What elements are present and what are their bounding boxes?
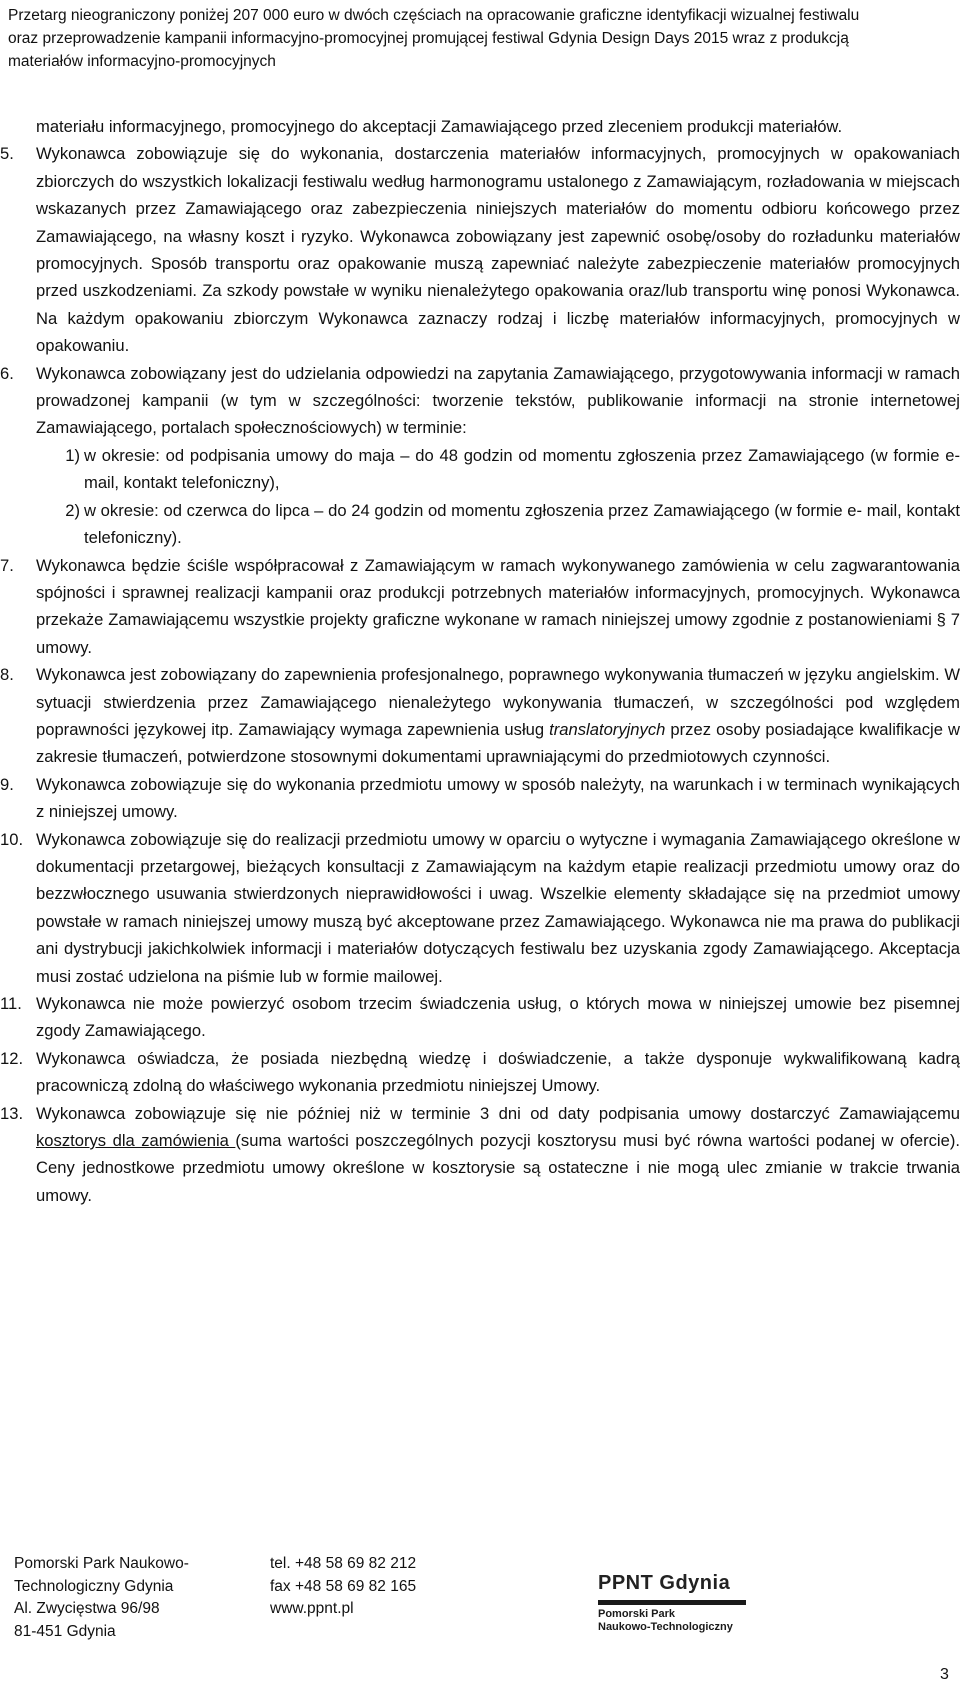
header-line: oraz przeprowadzenie kampanii informacyjno-promocyjnej promującej festiwal Gdynia Design Days 2015 wraz z produkcją — [8, 30, 849, 47]
footer-contact — [270, 1553, 490, 1621]
phone-line: tel. +48 58 69 82 212 — [270, 1555, 417, 1572]
address-line: Al. Zwycięstwa 96/98 — [14, 1600, 160, 1617]
item-number: 12. — [0, 1048, 24, 1068]
sub-item-2 — [36, 497, 960, 552]
item-number: 13. — [0, 1103, 24, 1123]
list-item-6 — [0, 360, 960, 442]
header-line: materiałów informacyjno-promocyjnych — [8, 53, 276, 70]
list-item-9 — [0, 771, 960, 826]
address-line: 81-451 Gdynia — [14, 1622, 116, 1640]
item-text-italic: translatoryjnych — [549, 719, 666, 739]
item-text: Wykonawca zobowiązany jest do udzielania odpowiedzi na zapytania Zamawiającego, przygotowywania informacji w ramach prowadzonej kampanii (w tym w szczególności: tworzenie tekstów, publikowanie informacji na stronie internetowej Zamawiającego, portalach społecznościowych) w terminie: — [36, 363, 960, 438]
item-text: Wykonawca zobowiązuje się do realizacji przedmiotu umowy w oparciu o wytyczne i wymagania Zamawiającego określone w dokumentacji przetargowej, bieżących konsultacji z Zamawiającym na każdym etapie realizacji przedmiotu umowy oraz do bezzwłocznego usuwania stwierdzonych nieprawidłowości i uwag. Wszelkie elementy składające się na przedmiot umowy powstałe w ramach niniejszej umowy muszą być akceptowane przez Zamawiającego. Wykonawca nie ma prawa do publikacji ani dystrybucji jakichkolwiek informacji i materiałów dotyczących festiwalu bez uzyskania zgody Zamawiającego. Akceptacja musi zostać udzielona na piśmie lub w formie mailowej. — [36, 829, 960, 986]
item-number: 7. — [0, 555, 14, 575]
logo-subtitle — [598, 1608, 733, 1634]
item-text-after: (suma wartości poszczególnych pozycji kosztorysu musi być równa wartości podanej w ofercie). Ceny jednostkowe przedmiotu umowy określone w kosztorysie są ostateczne i nie mogą ulec zmianie w trakcie trwania umowy. — [36, 1131, 960, 1205]
list-item-7 — [0, 552, 960, 662]
page-number: 3 — [940, 1666, 949, 1683]
address-line: Pomorski Park Naukowo- — [14, 1555, 189, 1572]
list-item-8 — [0, 661, 960, 771]
sub-item-1 — [36, 442, 960, 497]
logo-title: PPNT Gdynia — [598, 1572, 731, 1594]
footer-address — [14, 1553, 244, 1643]
list-item-5 — [0, 140, 960, 359]
list-item-12 — [0, 1045, 960, 1100]
item-text: Wykonawca zobowiązuje się do wykonania, dostarczenia materiałów informacyjnych, promocyjnych w opakowaniach zbiorczych do wszystkich lokalizacji festiwalu według harmonogramu ustalonego z Zamawiającym, rozładowania w miejscach wskazanych przez Zamawiającego oraz zabezpieczenia niniejszych materiałów do momentu odbioru końcowego przez Zamawiającego, na własny koszt i ryzyko. Wykonawca zobowiązany jest zapewnić osobę/osoby do rozładunku materiałów promocyjnych. Sposób transportu oraz opakowanie muszą zapewniać należyte zabezpieczenie materiałów promocyjnych przed uszkodzeniami. Za szkody powstałe w wyniku nienależytego opakowania oraz/lub transportu winę ponosi Wykonawca. Na każdym opakowaniu zbiorczym Wykonawca zaznaczy rodzaj i liczbę materiałów informacyjnych, promocyjnych w opakowaniu. — [36, 144, 960, 356]
item-number: 6. — [0, 363, 14, 383]
fax-line: fax +48 58 69 82 165 — [270, 1577, 417, 1595]
ppnt-logo — [598, 1570, 768, 1660]
sub-item-number: 2) — [65, 500, 80, 520]
document-body — [0, 113, 960, 1209]
continuation-paragraph: materiału informacyjnego, promocyjnego do akceptacji Zamawiającego przed zleceniem produkcji materiałów. — [36, 117, 843, 136]
item-number: 5. — [0, 144, 14, 164]
item-text: Wykonawca oświadcza, że posiada niezbędną wiedzę i doświadczenie, a także dysponuje wykwalifikowaną kadrą pracowniczą zdolną do właściwego wykonania przedmiotu niniejszej Umowy. — [36, 1048, 960, 1096]
item-text: Wykonawca zobowiązuje się do wykonania przedmiotu umowy w sposób należyty, na warunkach i w terminach wynikających z niniejszej umowy. — [36, 774, 960, 822]
logo-subtitle-line: Pomorski Park — [598, 1608, 676, 1620]
sub-item-text: w okresie: od podpisania umowy do maja – do 48 godzin od momentu zgłoszenia przez Zamawiającego (w formie e- mail, kontakt telefoniczny), — [84, 445, 960, 493]
item-text: Wykonawca będzie ściśle współpracował z Zamawiającym w ramach wykonywanego zamówienia w celu zagwarantowania spójności i sprawnej realizacji kampanii oraz produkcji potrzebnych materiałów informacyjnych, promocyjnych. Wykonawca przekaże Zamawiającemu wszystkie projekty graficzne wykonane w ramach niniejszej umowy zgodnie z postanowieniami § 7 umowy. — [36, 555, 960, 657]
sub-item-text: w okresie: od czerwca do lipca – do 24 godzin od momentu zgłoszenia przez Zamawiającego (w formie e- mail, kontakt telefoniczny). — [84, 500, 960, 548]
item-number: 8. — [0, 665, 14, 685]
address-line: Technologiczny Gdynia — [14, 1577, 174, 1595]
document-header — [8, 4, 958, 73]
item-number: 10. — [0, 829, 24, 849]
header-line: Przetarg nieograniczony poniżej 207 000 euro w dwóch częściach na opracowanie graficzne identyfikacji wizualnej festiwalu — [8, 7, 860, 24]
list-item-11 — [0, 990, 960, 1045]
list-item-10 — [0, 826, 960, 990]
website-link[interactable]: www.ppnt.pl — [270, 1600, 354, 1617]
sub-item-number: 1) — [65, 445, 80, 465]
item-number: 11. — [0, 994, 22, 1013]
list-item-13 — [0, 1100, 960, 1210]
item-text-before: Wykonawca zobowiązuje się nie później niż w terminie 3 dni od daty podpisania umowy dostarczyć Zamawiającemu — [36, 1103, 960, 1123]
logo-subtitle-line: Naukowo-Technologiczny — [598, 1621, 733, 1633]
item-text-underlined: kosztorys dla zamówienia — [36, 1131, 236, 1151]
item-text-before: Wykonawca jest zobowiązany do zapewnienia profesjonalnego, poprawnego wykonywania tłumaczeń w języku angielskim. W sytuacji stwierdzenia przez Zamawiającego nienależytego wykonywania tłumaczeń, w szczególności pod względem poprawności językowej itp. Zamawiający wymaga zapewnienia usług — [36, 665, 960, 739]
logo-bar — [598, 1600, 746, 1605]
item-number: 9. — [0, 774, 14, 794]
item-text-after: przez osoby posiadające kwalifikacje w zakresie tłumaczeń, potwierdzone stosownymi dokumentami uprawniającymi do przedmiotowych czynności. — [36, 719, 960, 767]
item-text: Wykonawca nie może powierzyć osobom trzecim świadczenia usług, o których mowa w niniejszej umowie bez pisemnej zgody Zamawiającego. — [36, 994, 960, 1041]
